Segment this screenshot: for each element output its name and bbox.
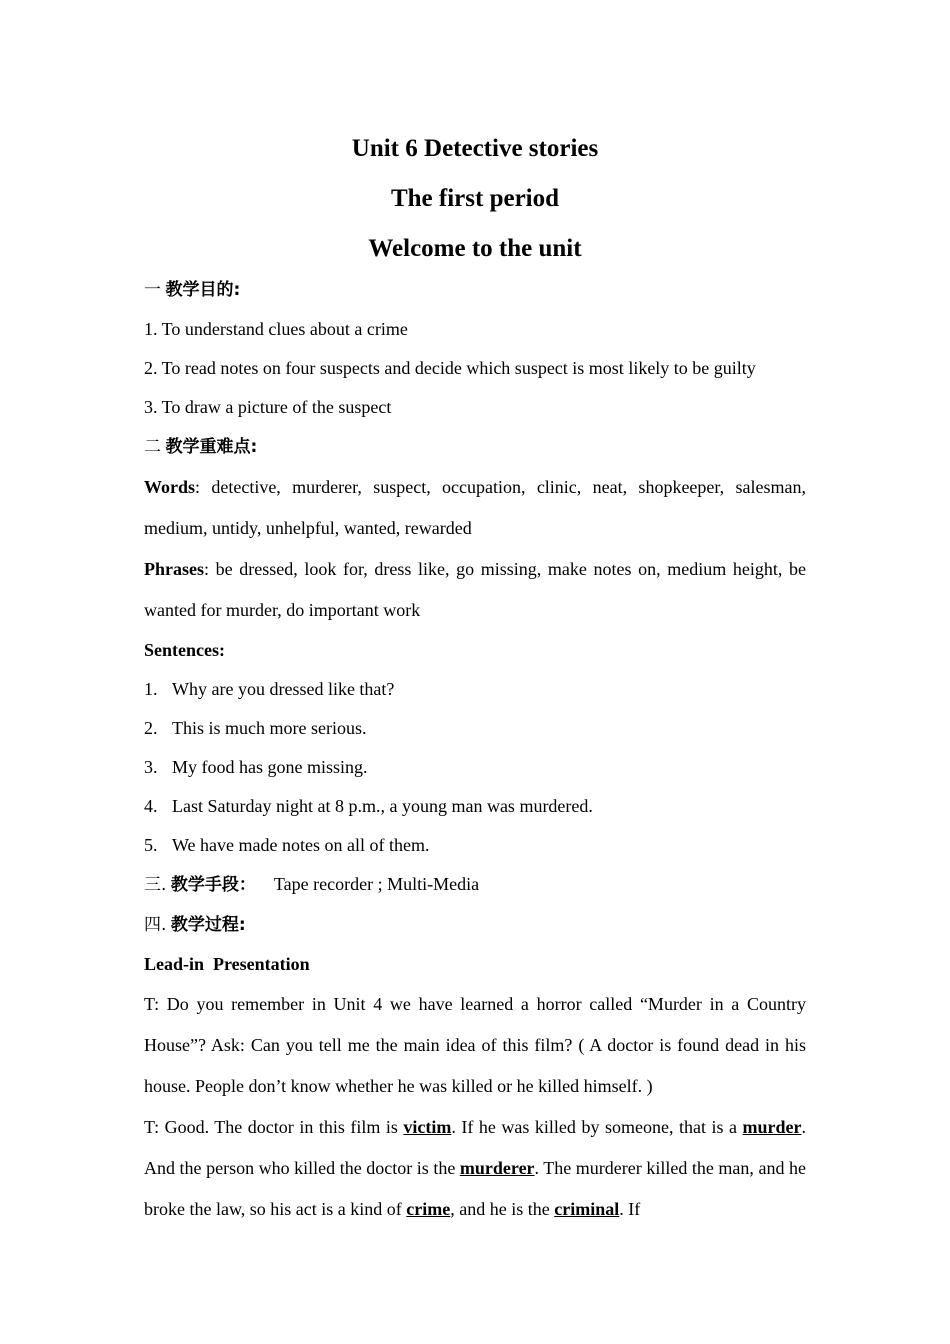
keyword-murderer: murderer (459, 1158, 535, 1178)
key-points-heading (144, 427, 806, 467)
teaching-aids-line (144, 865, 806, 905)
words-text: : detective, murderer, suspect, occupation, clinic, neat, shopkeeper, salesman, medium, untidy, unhelpful, wanted, rewarded (144, 477, 806, 538)
keyword-criminal: criminal (554, 1199, 620, 1219)
sentence-item: 2. This is much more serious. (144, 718, 367, 738)
topic-title: Welcome to the unit (368, 235, 582, 262)
sentences-label: Sentences: (144, 640, 225, 660)
phrases-paragraph (144, 549, 806, 631)
section-heading-text: 教学过程: (170, 915, 246, 935)
section-number: 一 (144, 280, 161, 300)
stage-label: Lead-in Presentation (144, 954, 310, 974)
objective-item: 2. To read notes on four suspects and decide which suspect is most likely to be guilty (144, 358, 756, 378)
section-number: 三. (144, 875, 167, 895)
document-body (144, 132, 806, 1230)
sentence-item: 1. Why are you dressed like that? (144, 679, 395, 699)
presentation-paragraph: T: Good. The doctor in this film is victim. If he was killed by someone, that is a murder. And the person who killed the doctor is the murderer. The murderer killed the man, and he broke the law, so his act is a kind of crime, and he is the criminal. If (144, 1117, 806, 1219)
phrases-text: : be dressed, look for, dress like, go missing, make notes on, medium height, be wanted for murder, do important work (144, 559, 806, 620)
section-number: 二 (144, 437, 161, 457)
keyword-victim: victim (403, 1117, 452, 1137)
period-title: The first period (390, 185, 560, 212)
objective-item: 3. To draw a picture of the suspect (144, 397, 392, 417)
words-paragraph (144, 467, 806, 549)
objectives-heading (144, 270, 806, 310)
objective-item: 1. To understand clues about a crime (144, 319, 408, 339)
sentence-item: 5. We have made notes on all of them. (144, 835, 430, 855)
sentence-item: 3. My food has gone missing. (144, 757, 368, 777)
words-label: Words (144, 477, 196, 497)
keyword-murder: murder (742, 1117, 802, 1137)
section-number: 四. (144, 915, 167, 935)
teaching-aids-text: Tape recorder ; Multi-Media (273, 874, 480, 894)
sentence-item: 4. Last Saturday night at 8 p.m., a young man was murdered. (144, 796, 593, 816)
keyword-crime: crime (406, 1199, 451, 1219)
process-heading (144, 905, 806, 945)
section-heading-text: 教学重难点: (165, 437, 258, 457)
section-heading-text: 教学手段： (170, 875, 256, 895)
lead-in-paragraph: T: Do you remember in Unit 4 we have learned a horror called “Murder in a Country House”? Ask: Can you tell me the main idea of this film? ( A doctor is found dead in his house. People don’t know whether he was killed or he killed himself. ) (144, 994, 806, 1096)
phrases-label: Phrases (144, 559, 204, 579)
unit-title: Unit 6 Detective stories (351, 135, 599, 162)
section-heading-text: 教学目的: (165, 280, 241, 300)
